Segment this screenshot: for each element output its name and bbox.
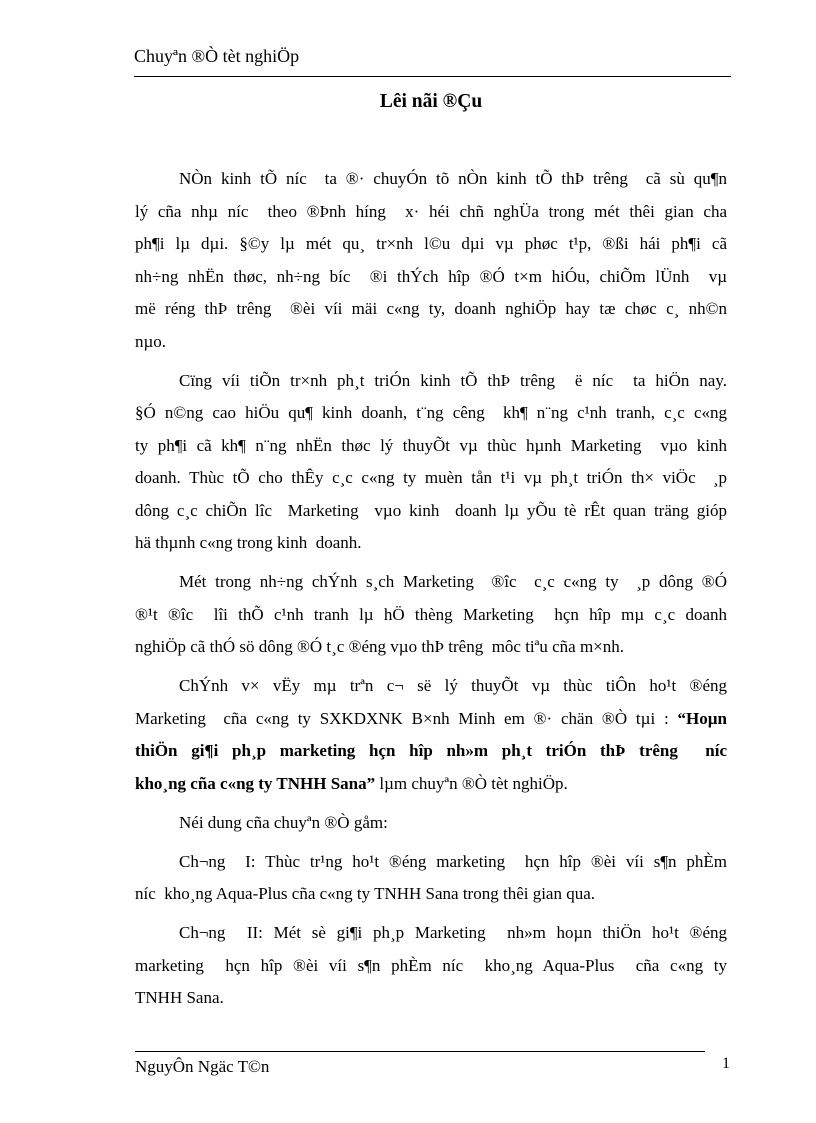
paragraph [135, 917, 727, 1015]
text-line [135, 196, 727, 229]
bold-text-run: kho¸ng cña c«ng ty TNHH Sana” [135, 773, 376, 793]
text-line [135, 495, 727, 528]
text-line [135, 768, 727, 801]
text-run: ®¹t ®îc lîi thÕ c¹nh tranh lµ hÖ thèng Marketing hçn hîp mµ c¸c doanh [135, 604, 727, 624]
text-run: ChÝnh v× vËy mµ trªn c¬ së lý thuyÕt vµ thùc tiÔn ho¹t ®éng [179, 676, 727, 695]
text-line [135, 397, 727, 430]
text-run: hä thµnh c«ng trong kinh doanh. [135, 533, 362, 552]
text-line [135, 527, 727, 560]
text-run: NÒn kinh tÕ níc ta ®· chuyÓn tõ nÒn kinh tÕ thÞ trêng cã sù qu¶n [179, 169, 727, 188]
paragraph [135, 670, 727, 800]
text-line [135, 703, 727, 736]
text-run: TNHH Sana. [135, 988, 224, 1007]
text-line [135, 365, 727, 398]
text-line [135, 846, 727, 879]
text-line [135, 982, 727, 1015]
text-line [135, 261, 727, 294]
text-line [135, 670, 727, 703]
page-number: 1 [722, 1055, 730, 1072]
text-line [135, 462, 727, 495]
text-run: Cïng víi tiÕn tr×nh ph¸t triÓn kinh tÕ thÞ trêng ë níc ta hiÖn nay. [179, 370, 727, 390]
paragraph [135, 846, 727, 911]
text-run: ty ph¶i cã kh¶ n¨ng nhËn thøc lý thuyÕt vµ thùc hµnh Marketing vµo kinh [135, 435, 727, 455]
text-line [135, 917, 727, 950]
footer-rule [135, 1051, 705, 1052]
paragraph [135, 163, 727, 358]
paragraph [135, 566, 727, 664]
text-run: Marketing cña c«ng ty SXKDXNK B×nh Minh em ®· chän ®Ò tµi : [135, 708, 678, 728]
text-run: më réng thÞ trêng ®èi víi mäi c«ng ty, doanh nghiÖp hay tæ chøc c¸ nh©n [135, 299, 727, 318]
text-line [135, 163, 727, 196]
page-header [134, 45, 731, 77]
bold-text-run: “Hoµn [677, 708, 727, 728]
text-run: §Ó n©ng cao hiÖu qu¶ kinh doanh, t¨ng cêng kh¶ n¨ng c¹nh tranh, c¸c c«ng [135, 403, 727, 422]
text-run: nghiÖp cã thÓ sö dông ®Ó t¸c ®éng vµo thÞ trêng môc tiªu cña m×nh. [135, 637, 624, 656]
bold-text-run: thiÖn gi¶i ph¸p marketing hçn hîp nh»m ph¸t triÓn thÞ trêng níc [135, 741, 727, 760]
text-line [135, 228, 727, 261]
text-run: níc kho¸ng Aqua-Plus cña c«ng ty TNHH Sana trong thêi gian qua. [135, 884, 596, 903]
page-title: Lêi nãi ®Çu [379, 91, 483, 112]
text-line [135, 735, 727, 768]
text-run: ph¶i lµ dµi. §©y lµ mét qu¸ tr×nh l©u dµi vµ phøc t¹p, ®ßi hái ph¶i cã [135, 234, 727, 253]
text-run: Mét trong nh÷ng chÝnh s¸ch Marketing ®îc c¸c c«ng ty ¸p dông ®Ó [179, 572, 727, 591]
text-line [135, 631, 727, 664]
paragraph [135, 365, 727, 560]
text-line [135, 293, 727, 326]
text-run: Ch¬ng I: Thùc tr¹ng ho¹t ®éng marketing hçn hîp ®èi víi s¶n phÈm [179, 851, 727, 871]
text-line [135, 430, 727, 463]
text-run: lý cña nhµ níc theo ®Þnh híng x· héi chñ nghÜa trong mét thêi gian cha [135, 201, 727, 221]
text-run: marketing hçn hîp ®èi víi s¶n phÈm níc kho¸ng Aqua-Plus cña c«ng ty [135, 955, 727, 975]
text-line [135, 326, 727, 359]
header-text: Chuyªn ®Ò tèt nghiÖp [134, 46, 300, 66]
text-run: dông c¸c chiÕn lîc Marketing vµo kinh doanh lµ yÕu tè rÊt quan träng gióp [135, 500, 727, 520]
text-line [135, 878, 727, 911]
footer-author: NguyÔn Ngäc T©n [135, 1057, 270, 1076]
paragraph [135, 807, 727, 840]
text-run: lµm chuyªn ®Ò tèt nghiÖp. [375, 773, 568, 793]
text-line [135, 950, 727, 983]
text-run: doanh. Thùc tÕ cho thÊy c¸c c«ng ty muèn tån t¹i vµ ph¸t triÓn th× viÖc ¸p [135, 468, 727, 487]
text-line [135, 807, 727, 840]
text-line [135, 566, 727, 599]
text-run: nh÷ng nhËn thøc, nh÷ng bíc ®i thÝch hîp ®Ó t×m hiÓu, chiÕm lÜnh vµ [135, 266, 727, 286]
text-run: Néi dung cña chuyªn ®Ò gåm: [179, 812, 388, 832]
text-run: Ch¬ng II: Mét sè gi¶i ph¸p Marketing nh»m hoµn thiÖn ho¹t ®éng [179, 923, 727, 942]
document-body [135, 163, 727, 1015]
text-line [135, 599, 727, 632]
text-run: nµo. [135, 331, 167, 351]
